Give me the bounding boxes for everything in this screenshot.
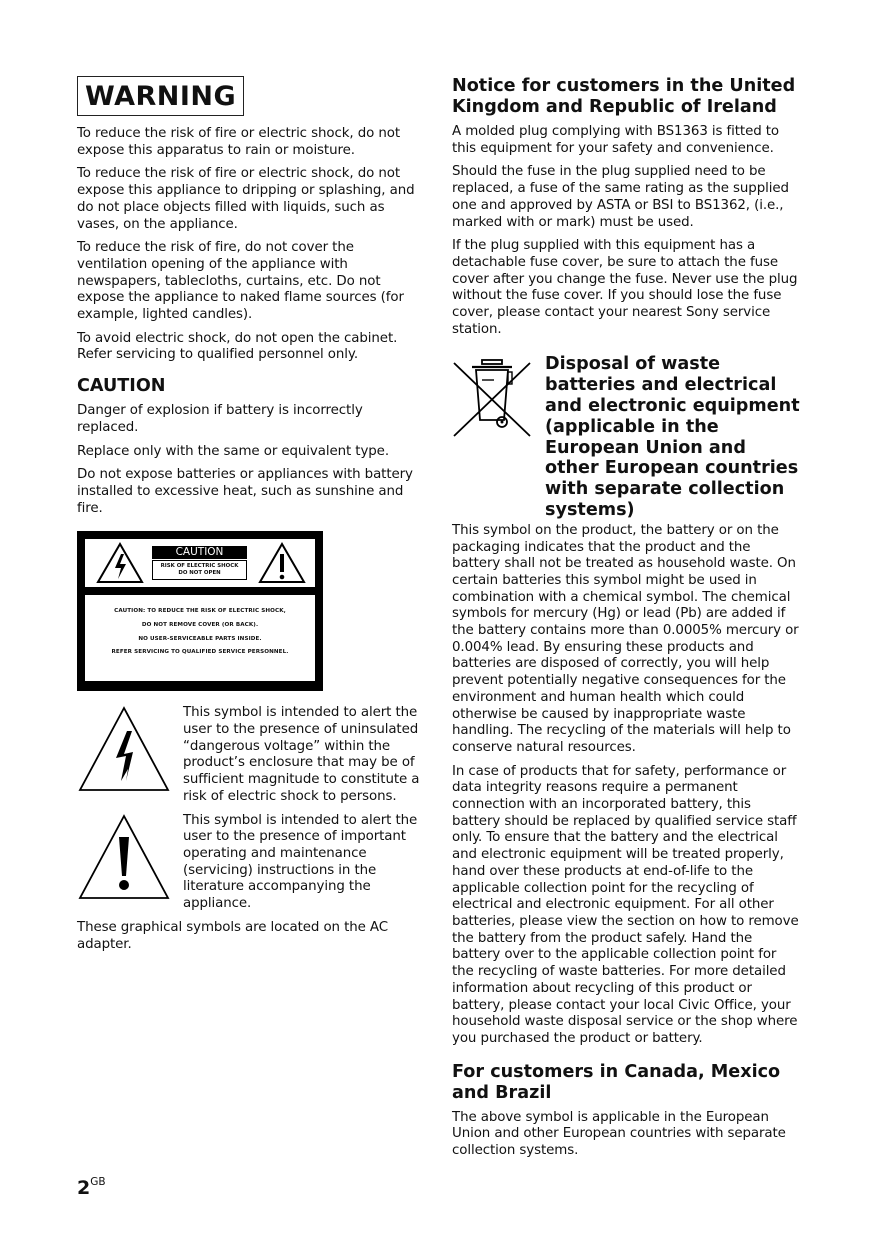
label-caution-sub-line: RISK OF ELECTRIC SHOCK — [160, 563, 239, 570]
label-line: NO USER-SERVICEABLE PARTS INSIDE. — [138, 635, 262, 642]
disposal-paragraph: This symbol on the product, the battery or on the packaging indicates that the product and the battery shall not be treated as household waste. On certain batteries this symbol might be used in combination with a chemical symbol. The chemical symbols for mercury (Hg) or lead (Pb) are added if the battery contains more than 0.0005% mercury or 0.004% lead. By ensuring these products and batteries are disposed of correctly, you will help prevent potentially negative consequences for the environment and human health which could otherwise be caused by inappropriate waste handling. The recycling of the materials will help to conserve natural resources. — [452, 522, 799, 755]
disposal-heading-row — [452, 354, 802, 522]
label-bottom-panel — [85, 595, 315, 681]
disposal-paragraph: In case of products that for safety, performance or data integrity reasons require a permanent connection with an incorporated battery, this battery should be replaced by qualified service staff only. To ensure that the battery and the electrical and electronic equipment will be treated properly, hand over these products at end-of-life to the applicable collection point for the recycling of electrical and electronic equipment. For all other batteries, please view the section on how to remove the battery from the product safely. Hand the battery over to the applicable collection point for the recycling of waste batteries. For more detailed information about recycling of this product or battery, please contact your local Civic Office, your household waste disposal service or the shop where you purchased the product or battery. — [452, 763, 799, 1046]
lightning-triangle-icon — [77, 705, 171, 793]
exclamation-triangle-icon — [257, 541, 307, 585]
label-line: CAUTION: TO REDUCE THE RISK OF ELECTRIC SHOCK, — [114, 608, 286, 615]
uk-paragraph: Should the fuse in the plug supplied need to be replaced, a fuse of the same rating as the supplied one and approved by ASTA or BSI to BS1362, (i.e., marked with or mark) must be used. — [452, 164, 789, 230]
page-language-suffix: GB — [90, 1175, 106, 1188]
label-top-panel — [85, 539, 315, 587]
voltage-symbol-text: This symbol is intended to alert the user to the presence of uninsulated “dangerous voltage” within the product’s enclosure that may be of sufficient magnitude to constitute a risk of electric shock to persons. — [183, 705, 420, 804]
left-column — [77, 76, 422, 960]
warning-paragraph: To reduce the risk of fire or electric shock, do not expose this apparatus to rain or moisture. — [77, 126, 400, 158]
page-number-value: 2 — [77, 1177, 91, 1199]
warning-paragraph: To avoid electric shock, do not open the cabinet. Refer servicing to qualified personnel only. — [77, 330, 398, 363]
uk-paragraph: If the plug supplied with this equipment has a detachable fuse cover, be sure to attach the fuse cover after you change the fuse. Never use the plug without the fuse cover. If you should lose the fuse cover, please contact your nearest Sony service station. — [452, 238, 798, 337]
caution-paragraph: Replace only with the same or equivalent type. — [77, 443, 389, 459]
page-number — [77, 1177, 106, 1199]
disposal-heading: Disposal of waste batteries and electrical and electronic equipment (applicable in the European Union and other European countries with separate collection systems) — [545, 354, 800, 521]
caution-paragraph: Do not expose batteries or appliances with battery installed to excessive heat, such as sunshine and fire. — [77, 467, 413, 516]
uk-notice-heading: Notice for customers in the United Kingdom and Republic of Ireland — [452, 76, 796, 117]
right-column — [452, 76, 802, 1167]
label-line: REFER SERVICING TO QUALIFIED SERVICE PERSONNEL. — [111, 649, 289, 656]
warning-paragraph: To reduce the risk of fire or electric shock, do not expose this appliance to dripping or splashing, and do not place objects filled with liquids, such as vases, on the appliance. — [77, 166, 415, 232]
warning-paragraph: To reduce the risk of fire, do not cover the ventilation opening of the appliance with newspapers, tablecloths, curtains, etc. Do not expose the appliance to naked flame sources (for example, lighted candles). — [77, 240, 404, 323]
voltage-symbol-row — [77, 705, 422, 812]
canada-paragraph: The above symbol is applicable in the European Union and other European countries with separate collection systems. — [452, 1109, 786, 1159]
uk-paragraph: A molded plug complying with BS1363 is fitted to this equipment for your safety and convenience. — [452, 124, 780, 156]
label-line: DO NOT REMOVE COVER (OR BACK). — [141, 621, 259, 628]
label-caution-word: CAUTION — [152, 546, 247, 559]
label-caution-sub — [152, 560, 247, 580]
exclamation-triangle-icon — [77, 813, 171, 901]
crossed-out-wheelie-bin-icon — [452, 358, 532, 440]
caution-heading: CAUTION — [77, 376, 166, 397]
label-caution-sub-line: DO NOT OPEN — [178, 570, 221, 577]
symbols-location-text: These graphical symbols are located on the AC adapter. — [77, 919, 389, 952]
lightning-triangle-icon — [95, 541, 145, 585]
canada-heading: For customers in Canada, Mexico and Brazil — [452, 1061, 781, 1103]
warning-title: WARNING — [77, 76, 244, 116]
exclamation-symbol-row — [77, 813, 422, 920]
caution-paragraph: Danger of explosion if battery is incorrectly replaced. — [77, 403, 363, 435]
caution-label-plate — [77, 531, 323, 691]
exclamation-symbol-text: This symbol is intended to alert the user to the presence of important operating and maintenance (servicing) instructions in the literature accompanying the appliance. — [183, 812, 418, 912]
